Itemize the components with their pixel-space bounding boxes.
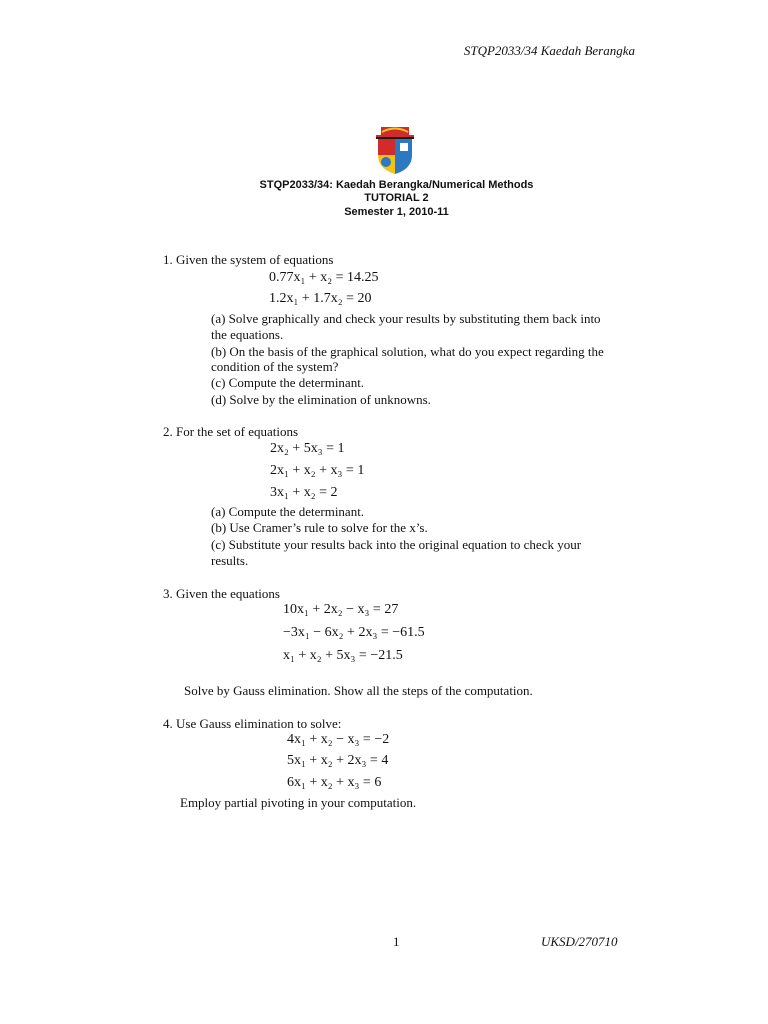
q1-stem: 1. Given the system of equations <box>163 252 334 267</box>
footer-page-number: 1 <box>393 934 400 949</box>
q2-equation-3: 3x₁ + x₂ = 2 <box>270 485 338 500</box>
q4-stem: 4. Use Gauss elimination to solve: <box>163 716 342 731</box>
title-line-3: Semester 1, 2010-11 <box>344 206 449 218</box>
q3-equation-3: x₁ + x₂ + 5x₃ = −21.5 <box>283 648 403 663</box>
q1-part-a-line2: the equations. <box>211 327 284 342</box>
title-line-2: TUTORIAL 2 <box>364 192 429 204</box>
q4-instruction: Employ partial pivoting in your computation. <box>180 795 417 810</box>
q1-part-a-line1: (a) Solve graphically and check your results by substituting them back into <box>211 311 601 326</box>
q3-equation-1: 10x₁ + 2x₂ − x₃ = 27 <box>283 602 399 617</box>
q4-equation-2: 5x₁ + x₂ + 2x₃ = 4 <box>287 753 389 768</box>
q2-stem: 2. For the set of equations <box>163 424 299 439</box>
q3-instruction: Solve by Gauss elimination. Show all the steps of the computation. <box>184 683 533 698</box>
q4-equation-1: 4x₁ + x₂ − x₃ = −2 <box>287 732 390 747</box>
q2-part-b: (b) Use Cramer’s rule to solve for the x’s. <box>211 520 428 535</box>
university-crest-logo <box>372 125 418 175</box>
footer-code: UKSD/270710 <box>541 934 618 949</box>
q3-equation-2: −3x₁ − 6x₂ + 2x₃ = −61.5 <box>283 625 425 640</box>
q1-part-d: (d) Solve by the elimination of unknowns. <box>211 392 431 407</box>
q1-part-b-line1: (b) On the basis of the graphical solution, what do you expect regarding the <box>211 344 604 359</box>
header-course-ref: STQP2033/34 Kaedah Berangka <box>463 43 635 58</box>
q2-part-a: (a) Compute the determinant. <box>211 504 365 519</box>
q4-equation-3: 6x₁ + x₂ + x₃ = 6 <box>287 775 382 790</box>
q2-equation-2: 2x₁ + x₂ + x₃ = 1 <box>270 463 365 478</box>
q2-part-c-line2: results. <box>211 553 249 568</box>
q3-stem: 3. Given the equations <box>163 586 280 601</box>
q1-part-b-line2: condition of the system? <box>211 359 339 374</box>
q1-equation-2: 1.2x₁ + 1.7x₂ = 20 <box>269 291 372 306</box>
title-line-1: STQP2033/34: Kaedah Berangka/Numerical Methods <box>259 179 534 191</box>
q2-equation-1: 2x₂ + 5x₃ = 1 <box>270 441 345 456</box>
q1-equation-1: 0.77x₁ + x₂ = 14.25 <box>269 270 379 285</box>
q2-part-c-line1: (c) Substitute your results back into the original equation to check your <box>211 537 582 552</box>
q1-part-c: (c) Compute the determinant. <box>211 375 365 390</box>
